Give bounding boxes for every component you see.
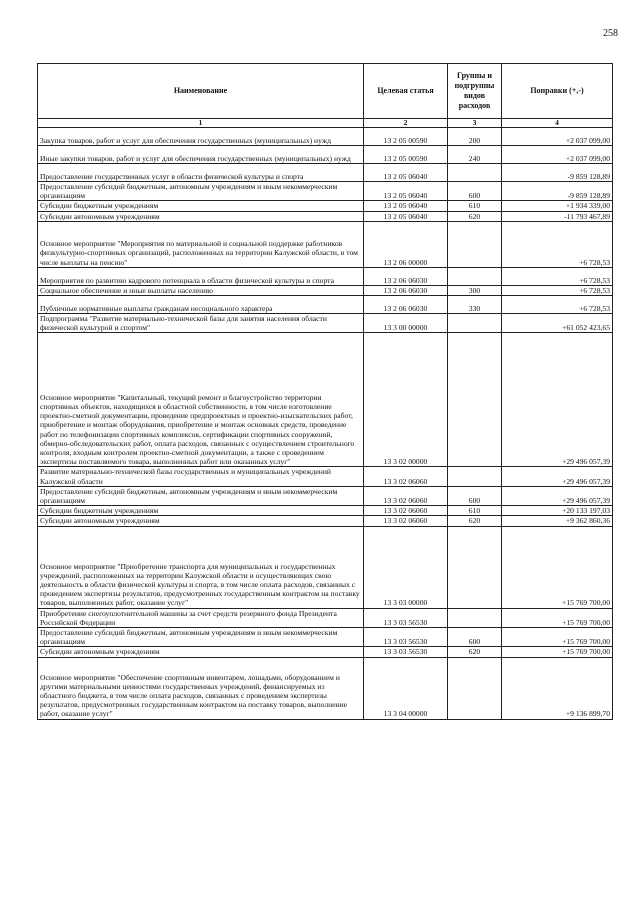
row-target-code: 13 3 03 00000 bbox=[364, 526, 448, 608]
row-name: Социальное обеспечение и иные выплаты населению bbox=[38, 285, 364, 295]
row-name: Закупка товаров, работ и услуг для обеспечения государственных (муниципальных) нужд bbox=[38, 128, 364, 146]
row-target-code: 13 3 03 56530 bbox=[364, 647, 448, 657]
row-group-code: 330 bbox=[448, 296, 502, 314]
row-group-code: 200 bbox=[448, 128, 502, 146]
header-name: Наименование bbox=[38, 64, 364, 119]
row-name: Мероприятия по развитию кадрового потенциала в области физической культуры и спорта bbox=[38, 267, 364, 285]
row-name: Основное мероприятие "Обеспечение спортивным инвентарем, лошадьми, оборудованием и другими материальными ценностями государственных учреждений, финансируемых из областного бюджета, в том числе оплата расходов, связанных с проведением экспертизы результатов, предусмотренных государственным контрактом на поставку товаров, выполнение работ, оказание услуг" bbox=[38, 657, 364, 719]
table-row bbox=[38, 516, 613, 526]
row-name: Подпрограмма "Развитие материально-технической базы для занятия населения области физической культурой и спортом" bbox=[38, 314, 364, 333]
table-row bbox=[38, 296, 613, 314]
row-target-code: 13 3 02 00000 bbox=[364, 333, 448, 467]
row-name: Предоставление субсидий бюджетным, автономным учреждениям и иным некоммерческим организациям bbox=[38, 486, 364, 505]
table-row bbox=[38, 201, 613, 211]
row-amount: +6 728,53 bbox=[502, 296, 613, 314]
row-target-code: 13 2 05 00590 bbox=[364, 128, 448, 146]
row-group-code bbox=[448, 467, 502, 486]
row-name: Основное мероприятие "Мероприятия по материальной и социальной поддержке работников физкультурно-спортивных организаций, расположенных на территории Калужской области, в том числе выплаты на пенсию" bbox=[38, 221, 364, 267]
row-name: Предоставление субсидий бюджетным, автономным учреждениям и иным некоммерческим организациям bbox=[38, 628, 364, 647]
row-amount: +1 934 339,00 bbox=[502, 201, 613, 211]
table-row bbox=[38, 628, 613, 647]
row-amount: +9 362 860,36 bbox=[502, 516, 613, 526]
column-number: 1 bbox=[38, 119, 364, 128]
row-name: Субсидии автономным учреждениям bbox=[38, 516, 364, 526]
table-row bbox=[38, 486, 613, 505]
row-name: Предоставление государственных услуг в области физической культуры и спорта bbox=[38, 164, 364, 182]
table-row bbox=[38, 647, 613, 657]
row-target-code: 13 3 03 56530 bbox=[364, 628, 448, 647]
table-row bbox=[38, 467, 613, 486]
row-target-code: 13 2 06 06030 bbox=[364, 296, 448, 314]
row-target-code: 13 2 06 06030 bbox=[364, 267, 448, 285]
table-row bbox=[38, 333, 613, 467]
row-amount: +15 769 700,00 bbox=[502, 647, 613, 657]
row-target-code: 13 2 05 06040 bbox=[364, 182, 448, 201]
table-row bbox=[38, 164, 613, 182]
header-amendment: Поправки (+,-) bbox=[502, 64, 613, 119]
row-amount: +29 496 057,39 bbox=[502, 486, 613, 505]
row-group-code: 600 bbox=[448, 628, 502, 647]
table-row bbox=[38, 285, 613, 295]
row-amount: +6 728,53 bbox=[502, 285, 613, 295]
row-name: Развитие материально-технической базы государственных и муниципальных учреждений Калужской области bbox=[38, 467, 364, 486]
row-name: Предоставление субсидий бюджетным, автономным учреждениям и иным некоммерческим организациям bbox=[38, 182, 364, 201]
row-target-code: 13 2 05 06040 bbox=[364, 211, 448, 221]
header-target: Целевая статья bbox=[364, 64, 448, 119]
row-name: Субсидии бюджетным учреждениям bbox=[38, 201, 364, 211]
table-row bbox=[38, 526, 613, 608]
row-group-code bbox=[448, 314, 502, 333]
row-name: Публичные нормативные выплаты гражданам несоциального характера bbox=[38, 296, 364, 314]
row-group-code bbox=[448, 267, 502, 285]
row-group-code: 610 bbox=[448, 506, 502, 516]
row-amount: +6 728,53 bbox=[502, 221, 613, 267]
row-amount: -9 859 128,89 bbox=[502, 164, 613, 182]
row-group-code: 610 bbox=[448, 201, 502, 211]
row-target-code: 13 3 02 06060 bbox=[364, 486, 448, 505]
row-name: Приобретение снегоуплотнительной машины за счет средств резервного фонда Президента Российской Федерации bbox=[38, 608, 364, 627]
header-group: Группы и подгруппы видов расходов bbox=[448, 64, 502, 119]
budget-table bbox=[37, 63, 613, 720]
row-group-code: 620 bbox=[448, 647, 502, 657]
table-row bbox=[38, 221, 613, 267]
table-row bbox=[38, 506, 613, 516]
row-group-code bbox=[448, 608, 502, 627]
row-amount: +6 728,53 bbox=[502, 267, 613, 285]
row-amount: +15 769 700,00 bbox=[502, 608, 613, 627]
row-target-code: 13 2 06 06030 bbox=[364, 285, 448, 295]
row-group-code: 620 bbox=[448, 516, 502, 526]
table-row bbox=[38, 211, 613, 221]
page-number: 258 bbox=[603, 28, 618, 39]
row-group-code bbox=[448, 526, 502, 608]
row-target-code: 13 3 04 00000 bbox=[364, 657, 448, 719]
row-amount: +9 136 899,70 bbox=[502, 657, 613, 719]
row-group-code: 600 bbox=[448, 486, 502, 505]
table-row bbox=[38, 608, 613, 627]
row-target-code: 13 3 02 06060 bbox=[364, 516, 448, 526]
row-amount: -11 793 467,89 bbox=[502, 211, 613, 221]
row-name: Субсидии автономным учреждениям bbox=[38, 211, 364, 221]
table-row bbox=[38, 146, 613, 164]
row-group-code: 620 bbox=[448, 211, 502, 221]
row-name: Субсидии бюджетным учреждениям bbox=[38, 506, 364, 516]
row-amount: +15 769 700,00 bbox=[502, 628, 613, 647]
row-amount: -9 859 128,89 bbox=[502, 182, 613, 201]
table-row bbox=[38, 182, 613, 201]
row-target-code: 13 2 05 00590 bbox=[364, 146, 448, 164]
row-amount: +20 133 197,03 bbox=[502, 506, 613, 516]
row-name: Субсидии автономным учреждениям bbox=[38, 647, 364, 657]
row-group-code: 600 bbox=[448, 182, 502, 201]
column-number-row bbox=[38, 119, 613, 128]
column-number: 2 bbox=[364, 119, 448, 128]
row-target-code: 13 3 02 06060 bbox=[364, 467, 448, 486]
row-amount: +61 052 423,65 bbox=[502, 314, 613, 333]
row-group-code: 240 bbox=[448, 146, 502, 164]
table-row bbox=[38, 267, 613, 285]
row-group-code: 300 bbox=[448, 285, 502, 295]
table-row bbox=[38, 128, 613, 146]
row-name: Основное мероприятие "Приобретение транспорта для муниципальных и государственных учреждений, расположенных на территории Калужской области и осуществляющих свою деятельность в области физической культуры и спорта, в том числе оплата расходов, связанных с проведением экспертизы результатов, предусмотренных государственным контрактом на поставку товаров, выполненных работ, оказание услуг" bbox=[38, 526, 364, 608]
row-amount: +2 037 099,00 bbox=[502, 146, 613, 164]
table-row bbox=[38, 657, 613, 719]
column-number: 4 bbox=[502, 119, 613, 128]
row-name: Иные закупки товаров, работ и услуг для обеспечения государственных (муниципальных) нужд bbox=[38, 146, 364, 164]
row-group-code bbox=[448, 164, 502, 182]
row-target-code: 13 3 02 06060 bbox=[364, 506, 448, 516]
row-target-code: 13 3 03 56530 bbox=[364, 608, 448, 627]
row-group-code bbox=[448, 657, 502, 719]
row-group-code bbox=[448, 221, 502, 267]
row-target-code: 13 3 00 00000 bbox=[364, 314, 448, 333]
row-amount: +29 496 057,39 bbox=[502, 467, 613, 486]
table-row bbox=[38, 314, 613, 333]
row-group-code bbox=[448, 333, 502, 467]
row-amount: +15 769 700,00 bbox=[502, 526, 613, 608]
row-amount: +29 496 057,39 bbox=[502, 333, 613, 467]
row-target-code: 13 2 05 06040 bbox=[364, 201, 448, 211]
row-target-code: 13 2 06 00000 bbox=[364, 221, 448, 267]
column-number: 3 bbox=[448, 119, 502, 128]
row-target-code: 13 2 05 06040 bbox=[364, 164, 448, 182]
row-name: Основное мероприятие "Капитальный, текущий ремонт и благоустройство территории спортивных объектов, находящихся в областной собственности, в том числе изготовление проектно-сметной документации, проведение предпроектных и проектно-изыскательских работ, приобретение и монтаж оборудования, приобретение и монтаж основных средств, проведение работ по телефонизации спортивных комплексов, сертификации спортивных сооружений, обмерно-обследовательских работ, оплата расходов, связанных с осуществлением строительного контроля, входным контролем проектно-сметной документации, а также с проведением экспертизы поставляемого товара, выполненных работ или оказанных услуг" bbox=[38, 333, 364, 467]
row-amount: +2 037 099,00 bbox=[502, 128, 613, 146]
header-row bbox=[38, 64, 613, 119]
